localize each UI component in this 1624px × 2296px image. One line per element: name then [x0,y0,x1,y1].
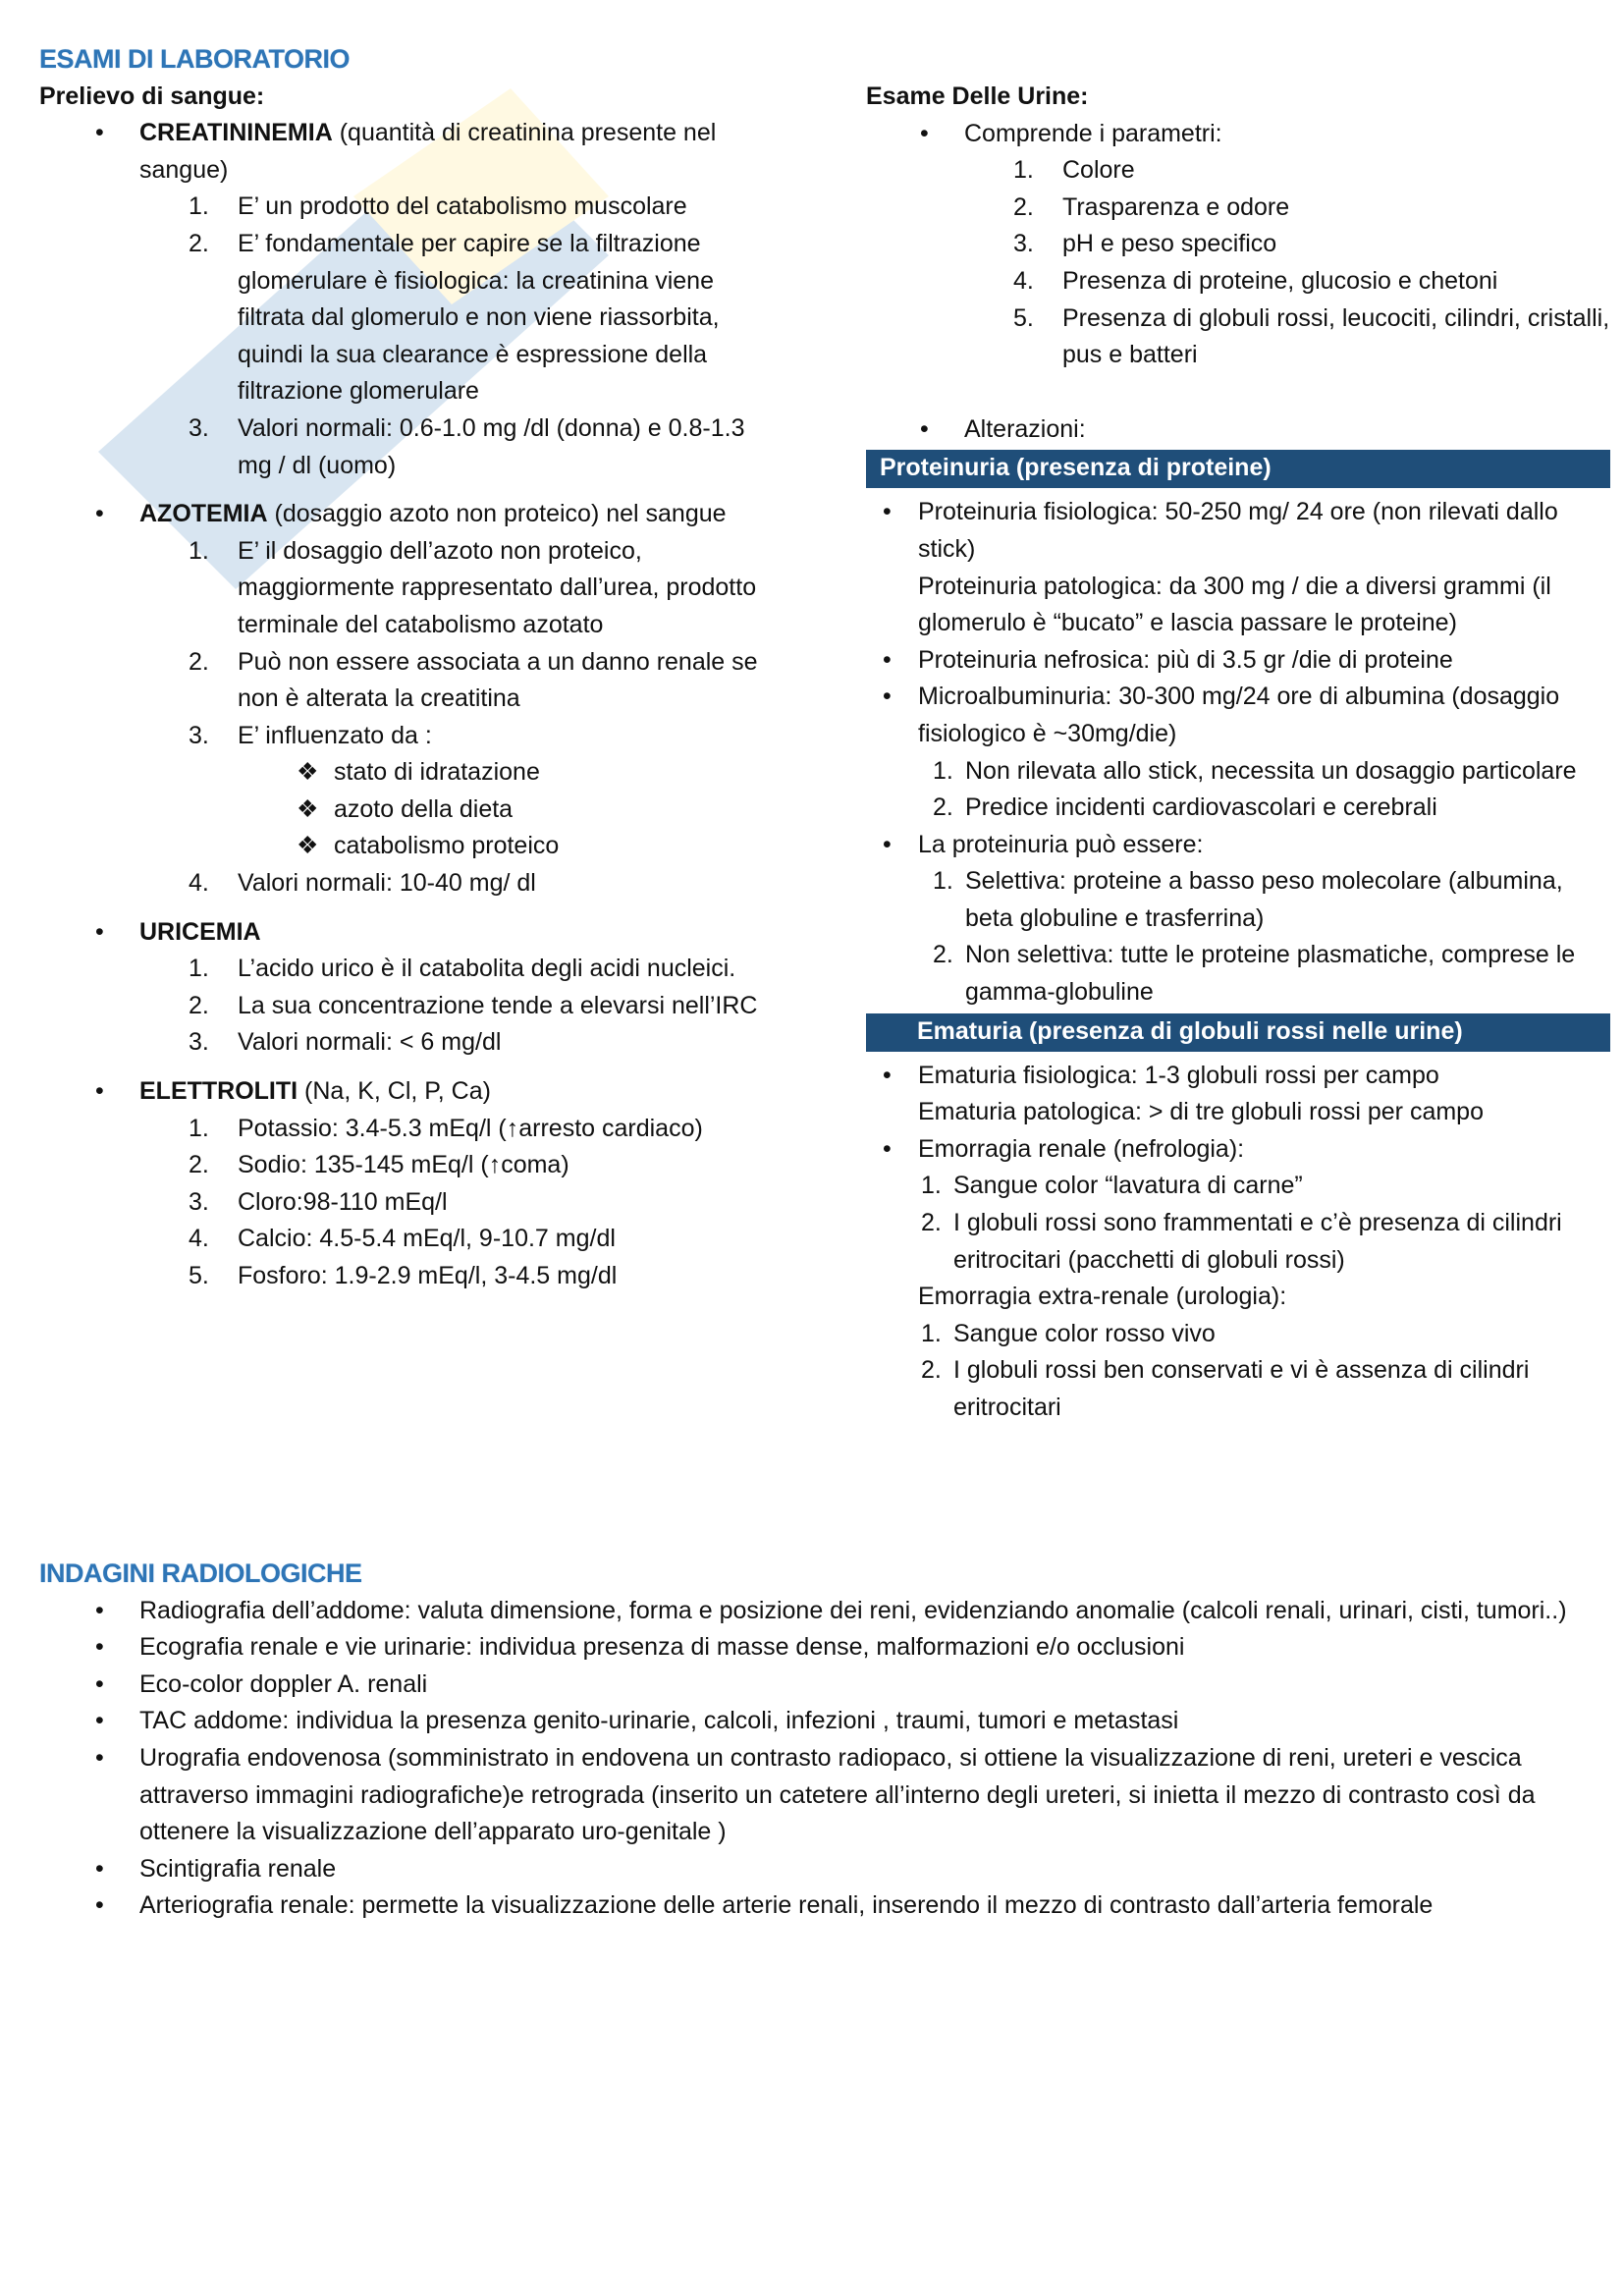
list-number: 2. [189,647,209,676]
list-item-text: E’ influenzato da : [238,721,432,749]
bullet-icon: • [883,645,892,674]
numbered-item [866,1168,1610,1205]
bullet-icon: • [883,498,892,526]
list-item-text: Sangue color “lavatura di carne” [953,1172,1303,1200]
list-item-text: TAC addome: individua la presenza genito-urinarie, calcoli, infezioni , traumi, tumori e metastasi [139,1707,1179,1735]
numbered-item [866,226,1610,263]
item-keyword: AZOTEMIA [139,500,268,528]
list-item-continuation [866,1094,1610,1131]
spacer [39,902,771,914]
list-number: 4. [1013,266,1034,295]
urine-exam-heading: Esame Delle Urine: [866,82,1089,110]
bullet-icon: • [883,1134,892,1163]
numbered-item [39,1184,771,1222]
numbered-item [39,865,771,902]
list-item [866,642,1610,680]
list-item-continuation [866,569,1610,642]
numbered-item [39,644,771,718]
numbered-item [866,152,1610,190]
list-item-text: Trasparenza e odore [1062,192,1290,221]
list-item-text [139,496,771,533]
diamond-bullet-icon: ❖ [297,758,319,787]
list-number: 5. [189,1262,209,1289]
list-number [883,1094,918,1131]
bullet-icon: • [920,119,929,147]
numbered-item [39,533,771,644]
list-number: 2. [189,1151,209,1179]
list-item [39,1851,1591,1888]
numbered-item [866,753,1610,791]
list-item-text: Microalbuminuria: 30-300 mg/24 ore di albumina (dosaggio fisiologico è ~30mg/die) [918,683,1560,747]
right-column [866,79,1610,1427]
list-item-text: stato di idratazione [334,758,540,787]
list-number: 5. [1013,303,1034,332]
bullet-icon: • [95,1669,104,1698]
list-number: 2. [189,991,209,1019]
list-number: 1. [933,867,953,896]
ematuria-list [866,1058,1610,1427]
list-item-text: Non selettiva: tutte le proteine plasmatiche, comprese le gamma-globuline [965,941,1576,1007]
diamond-item [39,754,771,792]
list-item [39,496,771,533]
list-item-text: Proteinuria fisiologica: 50-250 mg/ 24 ore (non rilevati dallo stick) [918,498,1558,563]
list-number: 2. [933,941,953,969]
bullet-icon: • [95,1596,104,1624]
list-number: 3. [189,721,209,749]
item-keyword: URICEMIA [139,917,261,946]
list-item-text: Scintigrafia renale [139,1854,337,1883]
numbered-item [39,988,771,1025]
list-item-text: I globuli rossi sono frammentati e c’è presenza di cilindri eritrocitari (pacchetti di globuli rossi) [953,1209,1562,1274]
list-item-text: Cloro:98-110 mEq/l [238,1187,448,1216]
list-number: 1. [189,955,209,983]
list-item-text: Valori normali: 0.6-1.0 mg /dl (donna) e 0.8-1.3 mg / dl (uomo) [238,413,745,479]
item-description: (quantità di creatinina presente nel sangue) [139,119,717,184]
numbered-item [39,1221,771,1258]
numbered-item [39,1147,771,1184]
blood-tests-list [39,115,771,1306]
list-item-text: Proteinuria patologica: da 300 mg / die a diversi grammi (il glomerulo è “bucato” e lascia passare le proteine) [918,572,1551,637]
list-number: 4. [189,869,209,898]
bullet-icon: • [95,1854,104,1883]
list-item [866,1058,1610,1095]
numbered-item [39,226,771,410]
list-item [866,411,1610,449]
list-item-text: pH e peso specifico [1062,230,1277,258]
proteinuria-list [866,494,1610,1011]
numbered-item [866,937,1610,1011]
list-item-text: Presenza di globuli rossi, leucociti, cilindri, cristalli, pus e batteri [1062,303,1610,369]
list-item [39,1593,1591,1630]
bullet-icon: • [95,1707,104,1735]
numbered-item [866,301,1610,374]
bullet-icon: • [95,1891,104,1920]
list-item-text [139,115,771,189]
list-number: 1. [189,192,209,221]
numbered-item [39,1024,771,1062]
bullet-icon: • [95,1633,104,1662]
list-number: 1. [1013,156,1034,185]
list-item-text: Ematuria patologica: > di tre globuli rossi per campo [918,1098,1484,1126]
list-item-text: Selettiva: proteine a basso peso molecolare (albumina, beta globuline e trasferrina) [965,867,1563,932]
list-item-text [139,1073,771,1111]
bullet-icon: • [883,1061,892,1089]
list-number [883,569,918,642]
numbered-item [866,263,1610,301]
diamond-item [39,828,771,865]
spacer [39,1062,771,1073]
list-item-text: azoto della dieta [334,794,514,823]
list-item-text: Predice incidenti cardiovascolari e cerebrali [965,793,1437,822]
item-description: (dosaggio azoto non proteico) nel sangue [267,500,727,528]
item-keyword: ELETTROLITI [139,1077,298,1106]
list-item [39,1667,1591,1704]
list-item [39,1703,1591,1740]
list-item-text: Proteinuria nefrosica: più di 3.5 gr /die di proteine [918,645,1453,674]
list-item-text [139,914,771,952]
list-item-text: Valori normali: < 6 mg/dl [238,1028,502,1057]
list-item [39,914,771,952]
list-number: 2. [1013,192,1034,221]
section-title-radiology: INDAGINI RADIOLOGICHE [39,1558,362,1588]
list-item-text: Sodio: 135-145 mEq/l (↑coma) [238,1151,569,1179]
list-item [39,1629,1591,1667]
spacer [39,1295,771,1307]
ematuria-header: Ematuria (presenza di globuli rossi nelle urine) [866,1013,1610,1052]
list-item [866,494,1610,568]
list-item [39,1073,771,1111]
list-item-text: La sua concentrazione tende a elevarsi nell’IRC [238,991,758,1019]
numbered-item [39,1258,771,1295]
list-item-text: Alterazioni: [964,414,1086,443]
list-item [39,1740,1591,1851]
section-title-lab-exams: ESAMI DI LABORATORIO [39,44,351,74]
numbered-item [866,1316,1610,1353]
numbered-item [866,190,1610,227]
list-item-text: Ematuria fisiologica: 1-3 globuli rossi per campo [918,1061,1439,1089]
list-item [866,116,1610,153]
list-number: 3. [189,1028,209,1057]
spacer [39,484,771,496]
list-number: 1. [921,1319,942,1347]
numbered-item [866,863,1610,937]
list-item-text: Emorragia extra-renale (urologia): [918,1283,1287,1311]
bullet-icon: • [95,500,104,528]
list-number: 2. [921,1209,942,1237]
list-number: 3. [1013,230,1034,258]
spacer [866,374,1610,411]
numbered-item [39,951,771,988]
bullet-icon: • [95,1743,104,1772]
list-item-continuation [866,1279,1610,1316]
list-number: 1. [933,756,953,785]
list-number: 1. [921,1172,942,1200]
list-item [866,1131,1610,1169]
list-item-text: E’ il dosaggio dell’azoto non proteico, maggiormente rappresentato dall’urea, prodotto terminale del catabolismo azotato [238,536,757,638]
numbered-item [39,718,771,755]
list-item [866,679,1610,752]
list-item-text: Colore [1062,156,1135,185]
list-number: 3. [189,413,209,442]
list-number: 2. [921,1356,942,1385]
list-number: 4. [189,1225,209,1253]
numbered-item [866,1352,1610,1426]
list-item-text: Eco-color doppler A. renali [139,1669,428,1698]
diamond-bullet-icon: ❖ [297,832,319,860]
proteinuria-header: Proteinuria (presenza di proteine) [866,450,1610,488]
numbered-item [39,189,771,226]
list-number: 2. [189,229,209,257]
list-number: 2. [933,793,953,822]
list-item [866,827,1610,864]
list-item-text: Arteriografia renale: permette la visualizzazione delle arterie renali, inserendo il mezzo di contrasto dall’arteria femorale [139,1891,1434,1920]
list-item-text: Calcio: 4.5-5.4 mEq/l, 9-10.7 mg/dl [238,1225,616,1253]
urine-params-list [866,116,1610,449]
bullet-icon: • [920,414,929,443]
diamond-bullet-icon: ❖ [297,794,319,823]
list-number: 3. [189,1187,209,1216]
list-item-text: Ecografia renale e vie urinarie: individua presenza di masse dense, malformazioni e/o occlusioni [139,1633,1185,1662]
item-keyword: CREATININEMIA [139,119,333,147]
list-item-text: L’acido urico è il catabolita degli acidi nucleici. [238,955,736,983]
list-item-text: Potassio: 3.4-5.3 mEq/l (↑arresto cardiaco) [238,1114,703,1142]
list-item-text: Radiografia dell’addome: valuta dimensione, forma e posizione dei reni, evidenziando anomalie (calcoli renali, urinari, cisti, tumori..) [139,1596,1567,1624]
bullet-icon: • [883,683,892,711]
bullet-icon: • [95,119,104,147]
numbered-item [866,790,1610,827]
list-number: 1. [189,1114,209,1142]
numbered-item [866,1205,1610,1279]
list-item-text: Può non essere associata a un danno renale se non è alterata la creatitina [238,647,758,713]
bullet-icon: • [883,830,892,858]
list-number: 1. [189,536,209,565]
radiology-list [39,1593,1591,1925]
left-column [39,41,771,1307]
radiology-section [39,1556,1591,1925]
list-item-text: Presenza di proteine, glucosio e chetoni [1062,266,1498,295]
list-item-text: catabolismo proteico [334,832,560,860]
bullet-icon: • [95,1077,104,1106]
diamond-item [39,792,771,829]
numbered-item [39,410,771,484]
list-item-text: La proteinuria può essere: [918,830,1204,858]
list-item-text: Non rilevata allo stick, necessita un dosaggio particolare [965,756,1577,785]
list-item-text: Emorragia renale (nefrologia): [918,1134,1245,1163]
item-description: (Na, K, Cl, P, Ca) [298,1077,491,1106]
list-item-text: Comprende i parametri: [964,119,1222,147]
list-item [39,1887,1591,1925]
list-item-text: Fosforo: 1.9-2.9 mEq/l, 3-4.5 mg/dl [238,1262,618,1289]
list-item-text: Sangue color rosso vivo [953,1319,1216,1347]
list-item-text: Urografia endovenosa (somministrato in endovena un contrasto radiopaco, si ottiene la visualizzazione di reni, ureteri e vescica attraverso immagini radiografiche)e retrograda (inserito un catetere all’interno degli ureteri, si inietta il mezzo di contrasto così da ottenere la visualizzazione dell’apparato uro-genitale ) [139,1743,1536,1846]
list-number [883,1279,918,1316]
list-item-text: I globuli rossi ben conservati e vi è assenza di cilindri eritrocitari [953,1356,1530,1421]
numbered-item [39,1111,771,1148]
bullet-icon: • [95,917,104,946]
blood-sample-heading: Prelievo di sangue: [39,82,265,110]
list-item-text: E’ un prodotto del catabolismo muscolare [238,192,687,221]
list-item-text: Valori normali: 10-40 mg/ dl [238,869,536,898]
list-item [39,115,771,189]
list-item-text: E’ fondamentale per capire se la filtrazione glomerulare è fisiologica: la creatinina viene filtrata dal glomerulo e non viene riassorbita, quindi la sua clearance è espressione della filtrazione glomerulare [238,229,720,406]
